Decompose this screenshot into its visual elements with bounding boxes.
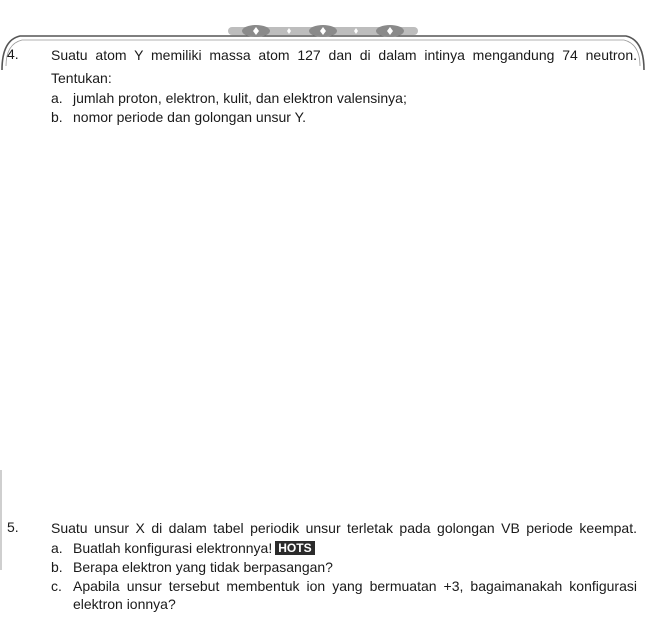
item-text: Berapa elektron yang tidak berpasangan? <box>73 559 333 575</box>
item-label: b. <box>51 109 63 125</box>
item-text: Apabila unsur tersebut membentuk ion yang bermuatan +3, bagaimanakah konfigurasi <box>73 578 637 594</box>
item-label: c. <box>51 578 62 594</box>
question-number: 4. <box>7 46 19 62</box>
header-ornament <box>228 24 418 38</box>
item-label: a. <box>51 540 63 556</box>
item-label: a. <box>51 90 63 106</box>
item-text: nomor periode dan golongan unsur Y. <box>73 109 306 125</box>
item-text: Buatlah konfigurasi elektronnya! <box>73 540 273 556</box>
question-text: Suatu atom Y memiliki massa atom 127 dan di dalam intinya mengandung 74 neutron. <box>51 47 637 63</box>
question-text: Suatu unsur X di dalam tabel periodik unsur terletak pada golongan VB periode keempat. <box>51 520 637 536</box>
item-text: jumlah proton, elektron, kulit, dan elektron valensinya; <box>73 90 407 106</box>
page-top-border <box>0 0 646 80</box>
page-left-edge <box>0 470 2 570</box>
question-number: 5. <box>7 519 19 535</box>
item-label: b. <box>51 559 63 575</box>
question-prompt: Tentukan: <box>51 70 112 86</box>
item-text-continued: elektron ionnya? <box>73 596 176 612</box>
hots-badge: HOTS <box>275 541 314 555</box>
item-text-with-badge <box>73 539 315 557</box>
